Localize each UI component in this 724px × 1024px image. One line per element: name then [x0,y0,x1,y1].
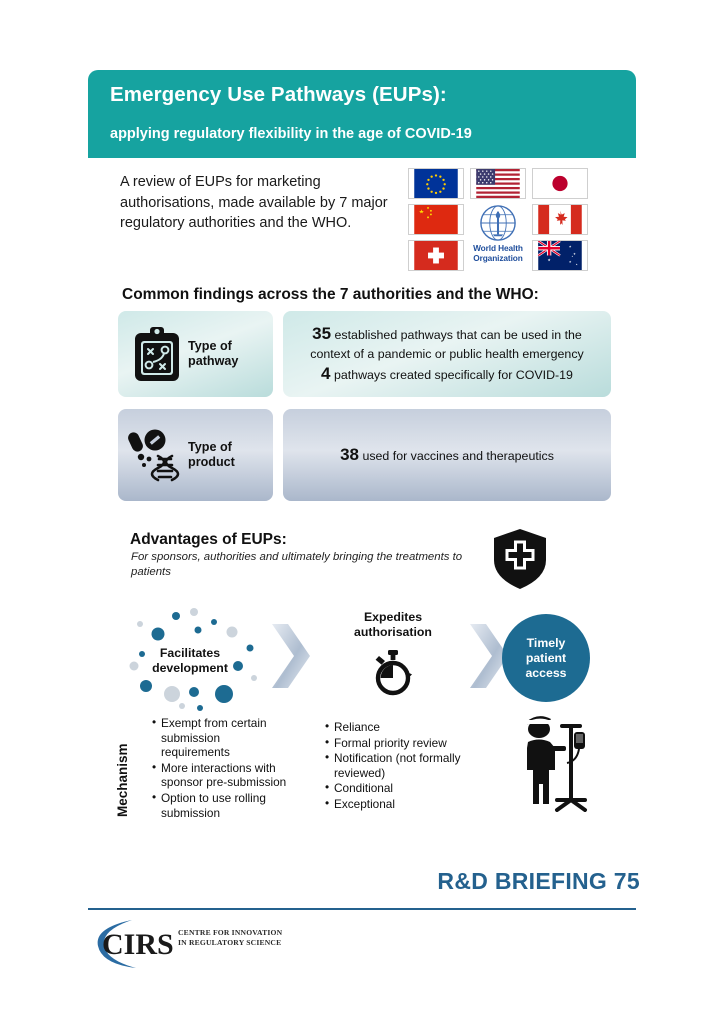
findings-title: Common findings across the 7 authorities and the WHO: [122,286,539,303]
findings-row-2-label: Type of product [188,440,235,469]
flag-united-states [470,168,526,199]
list-item: • Conditional [325,781,485,796]
stat-38-number: 38 [340,444,359,464]
list-item: • Formal priority review [325,736,485,751]
stage-2-label: Expedites authorisation [354,610,432,639]
mechanism-column-2 [325,720,485,813]
flag-australia [532,240,588,271]
chevron-arrow-1-icon [270,620,314,692]
list-item: • Exceptional [325,797,485,812]
stat-38-text: used for vaccines and therapeutics [362,448,554,463]
flag-china [408,204,464,235]
flag-european-union [408,168,464,199]
advantages-title: Advantages of EUPs: [130,531,287,548]
footer-divider [88,908,636,910]
clipboard-pathway-icon [126,325,188,383]
flag-canada [532,204,588,235]
who-logo [470,204,526,272]
list-item: • Reliance [325,720,485,735]
cirs-tagline-line-1: CENTRE FOR INNOVATION [178,928,283,937]
shield-cross-icon [492,528,548,590]
stage-2 [328,610,458,698]
cirs-logo [92,916,342,972]
pills-dna-icon [126,426,188,484]
stage-3-circle [502,614,590,702]
list-item: • Exempt from certain submission requirements [152,716,288,760]
who-emblem-icon [479,204,517,242]
page-title: Emergency Use Pathways (EUPs): [110,83,447,106]
cirs-tagline-line-2: IN REGULATORY SCIENCE [178,938,282,947]
svg-text:CIRS: CIRS [102,928,174,961]
advantages-subtitle: For sponsors, authorities and ultimately bringing the treatments to patients [131,551,463,578]
stat-35-text: established pathways that can be used in the context of a pandemic or public health emergency [310,327,584,361]
flag-japan [532,168,588,199]
list-item: • Option to use rolling submission [152,791,288,820]
findings-row-2-icon-card [118,409,273,501]
stage-3-label: Timely patient access [525,635,567,680]
stat-35-number: 35 [312,323,332,343]
list-item: • More interactions with sponsor pre-submission [152,761,288,790]
mechanism-axis-label: Mechanism [114,743,130,817]
stat-4-text: pathways created specifically for COVID-19 [333,367,573,382]
briefing-number: R&D BRIEFING 75 [437,868,640,894]
stage-1-label: Facilitates development [152,646,228,675]
findings-row-1-stats-card [283,311,611,397]
list-item: • Notification (not formally reviewed) [325,751,485,780]
findings-row-2-stats-card [283,409,611,501]
intro-text: A review of EUPs for marketing authorisations, made available by 7 major regulatory authorities and the WHO. [120,174,388,231]
flag-switzerland [408,240,464,271]
header-banner [88,70,636,158]
page-subtitle: applying regulatory flexibility in the age of COVID-19 [110,126,472,142]
stopwatch-icon [367,648,419,698]
patient-iv-drip-icon [512,712,596,812]
advantages-flow [118,604,608,716]
findings-row-1-icon-card [118,311,273,397]
authority-flags [408,168,588,272]
findings-row-1-label: Type of pathway [188,339,239,368]
stat-4-number: 4 [321,363,331,383]
who-label: World Health Organization [473,243,523,263]
mechanism-column-1 [152,716,288,821]
